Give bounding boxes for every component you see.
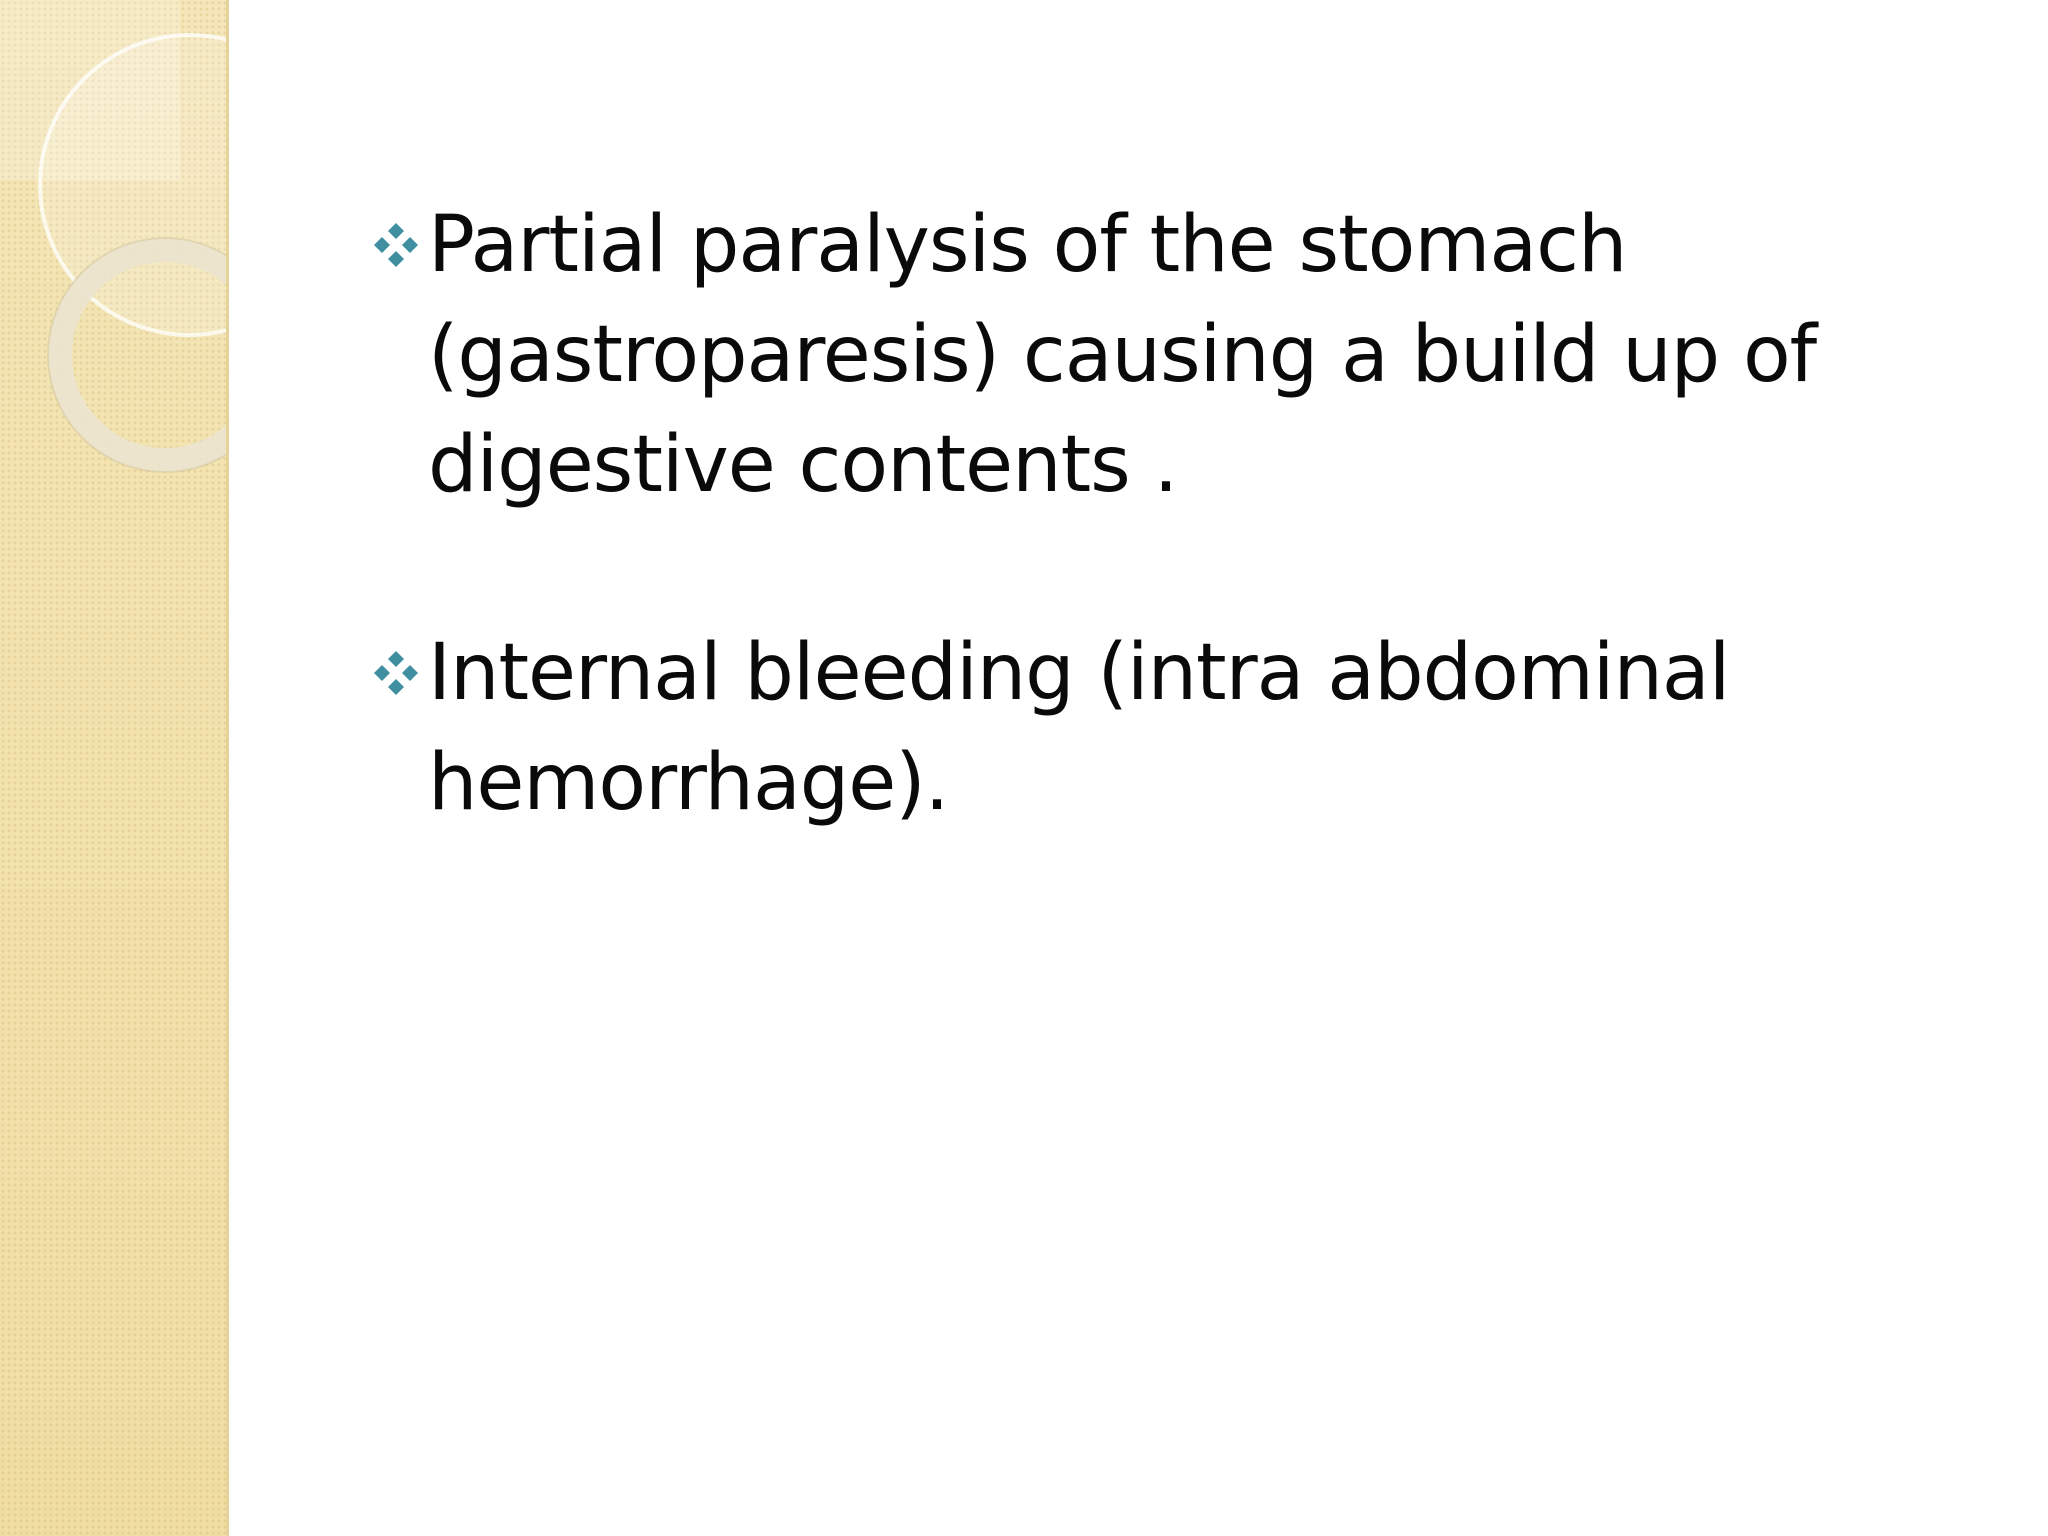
slide-content [370, 190, 1930, 936]
bullet-text: Internal bleeding (intra abdominal hemorrhage). [428, 628, 1730, 828]
side-band-edge [226, 0, 229, 1536]
decorative-rings [0, 0, 229, 1536]
four-diamond-bullet-icon [370, 618, 428, 728]
four-diamond-bullet-icon [370, 190, 428, 300]
bullet-item [370, 618, 1930, 838]
bullet-text: Partial paralysis of the stomach (gastroparesis) causing a build up of digestive contents . [428, 200, 1817, 510]
decorative-side-band [0, 0, 229, 1536]
bullet-item [370, 190, 1930, 520]
